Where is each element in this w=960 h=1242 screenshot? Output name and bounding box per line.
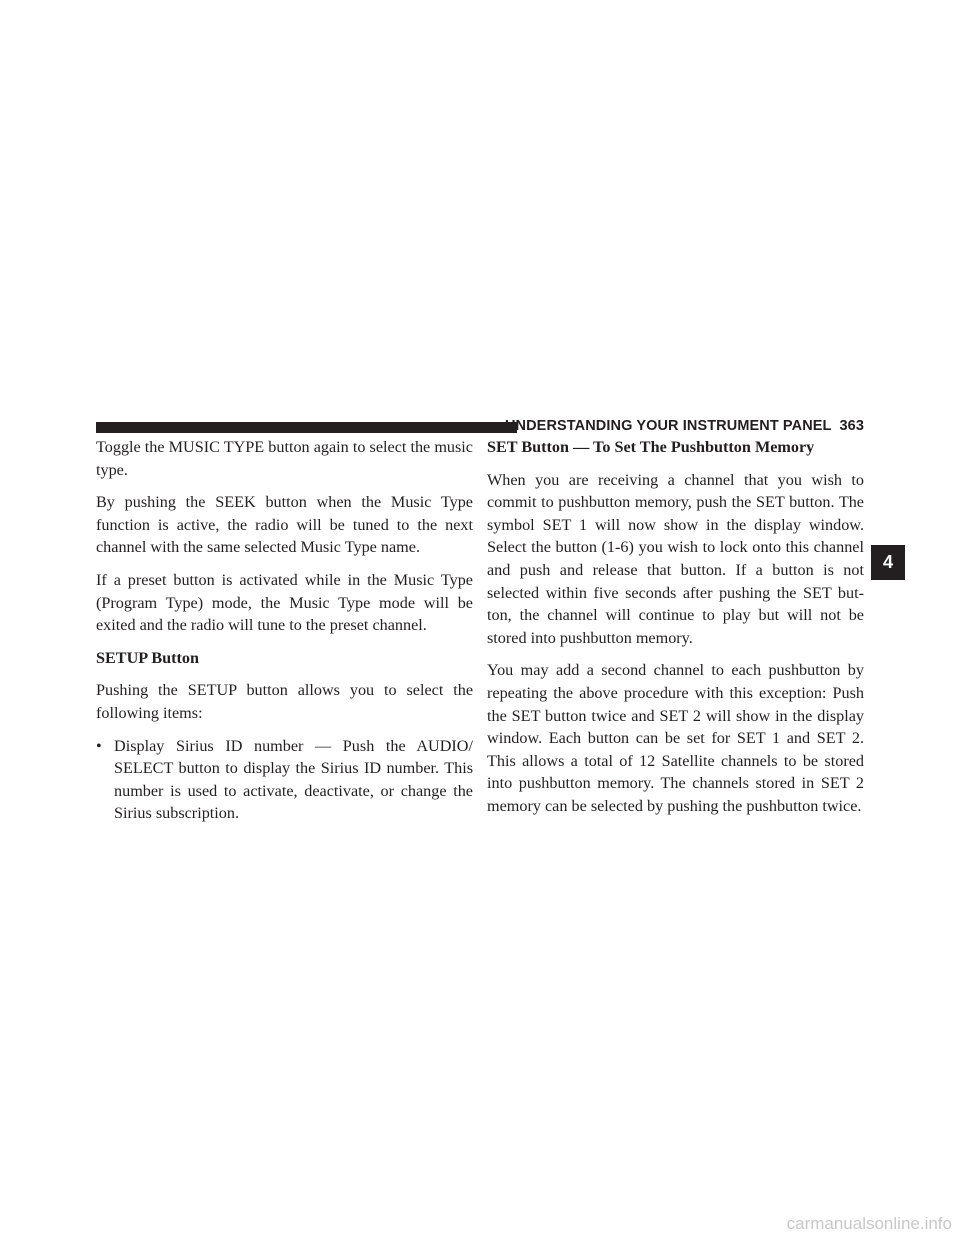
paragraph-preset: If a preset button is activated while in the Music Type (Program Type) mode, the Music Type mode will be exited and the radio will tune to the preset channel. <box>96 570 473 635</box>
paragraph-music-type-toggle: Toggle the MUSIC TYPE button again to select the music type. <box>96 438 473 479</box>
left-column <box>96 436 473 835</box>
paragraph-set-procedure: When you are receiving a channel that you wish to commit to pushbutton memory, push the SET button. The symbol SET 1 will now show in the display window. Select the button (1-6) you wish to lock onto this channel and push and release that button. If a button is not selected within five seconds after pushing the SET but- ton, the channel will continue to play but will not be stored into pushbutton memory. <box>487 470 864 647</box>
paragraph-seek: By pushing the SEEK button when the Music Type function is active, the radio will be tuned to the next channel with the same selected Music Type name. <box>96 493 473 557</box>
heading-set-button: SET Button — To Set The Pushbutton Memory <box>487 438 815 456</box>
right-column <box>487 436 864 828</box>
watermark: carmanualsonline.info <box>786 1214 952 1233</box>
running-header <box>0 418 864 434</box>
page-number: 363 <box>839 418 864 434</box>
bullet-marker: • <box>96 736 102 755</box>
section-title: UNDERSTANDING YOUR INSTRUMENT PANEL <box>504 418 832 434</box>
heading-setup-button: SETUP Button <box>96 648 200 667</box>
paragraph-set-second-channel: You may add a second channel to each pushbutton by repeating the above procedure with this exception: Push the SET button twice and SET 2 will show in the display window. Each button can be set for SET 1 and SET 2. This allows a total of 12 Satellite channels to be stored into pushbutton memory. The channels stored in SET 2 memory can be selected by pushing the pushbutton twice. <box>487 661 864 815</box>
bullet-text: Display Sirius ID number — Push the AUDIO/ SELECT button to display the Sirius ID number. This number is used to activate, deactivate, or change the Sirius subscription. <box>114 736 473 823</box>
chapter-tab: 4 <box>871 545 905 580</box>
paragraph-setup-intro: Pushing the SETUP button allows you to select the following items: <box>96 681 473 722</box>
list-item <box>96 735 473 825</box>
